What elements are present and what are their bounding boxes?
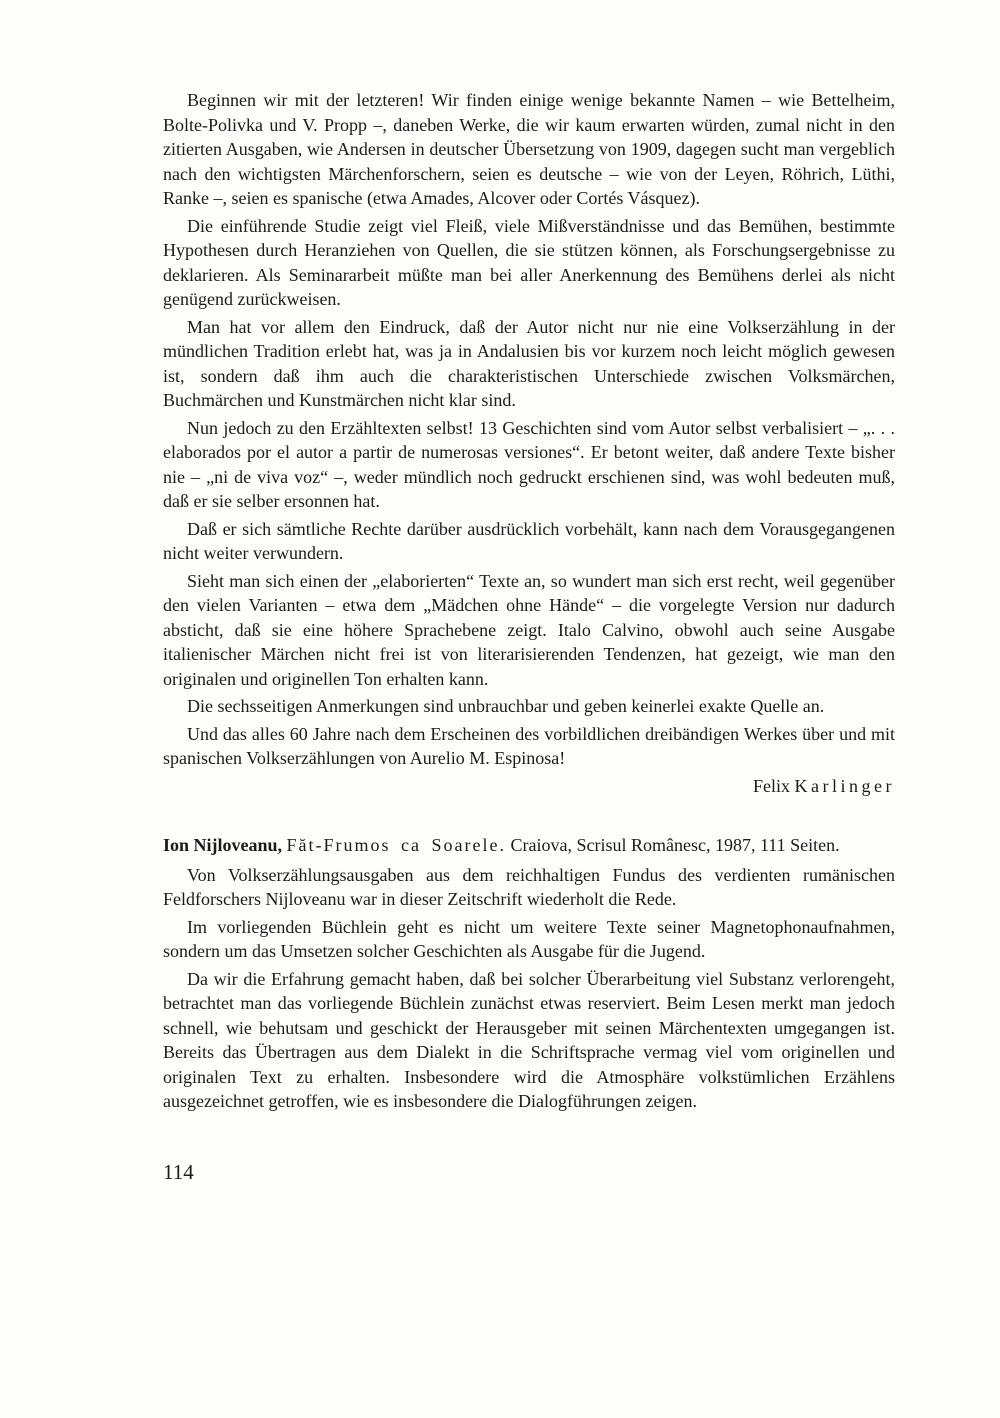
reviewer-signature <box>163 774 895 799</box>
review-heading-author: Ion Nijloveanu, <box>163 835 283 855</box>
review-heading <box>163 833 895 858</box>
review-paragraph: Da wir die Erfahrung gemacht haben, daß bei solcher Überarbeitung viel Substanz verlorengeht, betrachtet man das vorliegende Büchlein zunächst etwas reserviert. Beim Lesen merkt man jedoch schnell, wie behutsam und geschickt der Herausgeber mit seinen Märchentexten umgegangen ist. Bereits das Übertragen aus dem Dialekt in die Schriftsprache vermag viel vom originellen und originalen Text zu erhalten. Insbesondere wird die Atmosphäre volkstümlichen Erzählens ausgezeichnet getroffen, wie es insbesondere die Dialogführungen zeigen. <box>163 968 895 1111</box>
review-paragraph: Nun jedoch zu den Erzähltexten selbst! 13 Geschichten sind vom Autor selbst verbalisiert – „. . . elaborados por el autor a partir de numerosas versiones“. Er betont weiter, daß andere Texte bisher nie – „ni de viva voz“ –, weder mündlich noch gedruckt erschienen sind, was wohl bedeuten muß, daß er sie selber ersonnen hat. <box>163 417 895 511</box>
review-paragraph: Beginnen wir mit der letzteren! Wir finden einige wenige bekannte Namen – wie Bettelheim, Bolte-Polivka und V. Propp –, daneben Werke, die wir kaum erwarten würden, zumal nicht in den zitierten Ausgaben, wie Andersen in deutscher Übersetzung von 1909, dagegen sucht man vergeblich nach den wichtigsten Märchenforschern, seien es deutsche – wie von der Leyen, Röhrich, Lüthi, Ranke –, seien es spanische (etwa Amades, Alcover oder Cortés Vásquez). <box>163 90 895 208</box>
review-heading-title: Făt-Frumos ca Soarele. <box>286 835 506 855</box>
review-paragraph: Daß er sich sämtliche Rechte darüber ausdrücklich vorbehält, kann nach dem Vorausgegangenen nicht weiter verwundern. <box>163 518 895 563</box>
review-paragraph: Und das alles 60 Jahre nach dem Erscheinen des vorbildlichen dreibändigen Werkes über und mit spanischen Volkserzählungen von Aurelio M. Espinosa! <box>163 723 895 768</box>
review-paragraph: Man hat vor allem den Eindruck, daß der Autor nicht nur nie eine Volkserzählung in der mündlichen Tradition erlebt hat, was ja in Andalusien bis vor kurzem noch leicht möglich gewesen ist, sondern daß ihm auch die charakteristischen Unterschiede zwischen Volksmärchen, Buchmärchen und Kunstmärchen nicht klar sind. <box>163 316 895 410</box>
review-paragraph: Von Volkserzählungsausgaben aus dem reichhaltigen Fundus des verdienten rumänischen Feldforschers Nijloveanu war in dieser Zeitschrift wiederholt die Rede. <box>163 864 895 909</box>
review-karlinger <box>163 88 895 798</box>
review-nijloveanu <box>163 833 895 1114</box>
review-paragraph: Im vorliegenden Büchlein geht es nicht um weitere Texte seiner Magnetophonaufnahmen, sondern um das Umsetzen solcher Geschichten als Ausgabe für die Jugend. <box>163 916 895 961</box>
review-heading-imprint: Craiova, Scrisul Românesc, 1987, 111 Seiten. <box>510 835 840 855</box>
review-paragraph: Sieht man sich einen der „elaborierten“ Texte an, so wundert man sich erst recht, weil gegenüber den vielen Varianten – etwa dem „Mädchen ohne Hände“ – die vorgelegte Version nur dadurch absticht, daß sie eine höhere Sprachebene zeigt. Italo Calvino, obwohl auch seine Ausgabe italienischer Märchen nicht frei ist von literarisierenden Tendenzen, hat gezeigt, wie man den originalen und originellen Ton erhalten kann. <box>163 570 895 689</box>
review-paragraph: Die sechsseitigen Anmerkungen sind unbrauchbar und geben keinerlei exakte Quelle an. <box>187 696 825 716</box>
reviewer-first-name: Felix <box>753 775 791 796</box>
page-number: 114 <box>163 1159 194 1184</box>
review-paragraph: Die einführende Studie zeigt viel Fleiß, viele Mißverständnisse und das Bemühen, bestimmte Hypothesen durch Heranziehen von Quellen, die sie stützen können, als Forschungsergebnisse zu deklarieren. Als Seminararbeit müßte man bei aller Anerkennung des Bemühens derlei als nicht genügend zurückweisen. <box>163 215 895 309</box>
reviewer-last-name: Karlinger <box>794 775 895 796</box>
